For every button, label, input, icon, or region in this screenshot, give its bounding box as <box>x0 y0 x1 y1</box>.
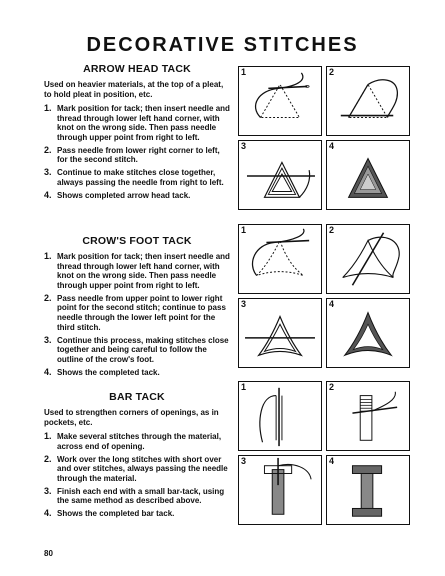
needle-illustration <box>239 67 321 135</box>
step-number: 2. <box>44 453 52 464</box>
panel-number: 1 <box>241 225 247 235</box>
bar-tack-illustrations <box>238 381 410 525</box>
step-item <box>44 455 230 484</box>
arrow-head-tack-section <box>44 63 230 204</box>
step-item <box>44 336 230 365</box>
completed-tack-illustration <box>327 456 409 524</box>
illustration-panel <box>238 66 322 136</box>
step-text: Finish each end with a small bar-tack, using the same method as described above. <box>57 486 225 506</box>
step-number: 4. <box>44 366 52 377</box>
step-text: Shows completed arrow head tack. <box>57 190 191 200</box>
needle-illustration <box>239 141 321 209</box>
step-number: 1. <box>44 103 52 113</box>
needle-illustration <box>239 299 321 367</box>
panel-number: 3 <box>241 141 247 151</box>
step-text: Mark position for tack; then insert needle and thread through lower left hand corner, with knot on the wrong side. Then pass needle through upper point from right to left. <box>57 104 230 142</box>
step-item <box>44 368 230 378</box>
completed-tack-illustration <box>327 141 409 209</box>
step-text: Shows the completed tack. <box>57 367 160 377</box>
panel-number: 2 <box>329 67 335 77</box>
step-item <box>44 146 230 165</box>
needle-illustration <box>239 456 321 524</box>
panel-number: 3 <box>241 456 247 466</box>
step-item <box>44 509 230 519</box>
step-item <box>44 191 230 201</box>
step-number: 3. <box>44 334 52 345</box>
step-text: Shows the completed bar tack. <box>57 509 175 519</box>
illustration-panel <box>326 224 410 294</box>
step-list <box>44 252 230 377</box>
panel-number: 1 <box>241 382 247 392</box>
illustration-panel <box>238 224 322 294</box>
step-number: 1. <box>44 431 52 441</box>
step-item <box>44 294 230 332</box>
step-number: 4. <box>44 508 52 519</box>
step-text: Pass needle from upper point to lower right point for the second stitch; continue to pass needle through the lower left point for the third stitch. <box>57 293 226 332</box>
needle-illustration <box>327 382 409 450</box>
step-item <box>44 104 230 142</box>
step-number: 2. <box>44 292 52 303</box>
panel-number: 4 <box>329 141 335 151</box>
bar-tack-section <box>44 391 230 522</box>
step-number: 3. <box>44 167 52 178</box>
illustration-panel <box>326 381 410 451</box>
page-title: DECORATIVE STITCHES <box>86 34 359 56</box>
step-list <box>44 432 230 519</box>
panel-number: 2 <box>329 225 335 235</box>
step-item <box>44 432 230 451</box>
step-item <box>44 487 230 506</box>
panel-number: 4 <box>329 456 335 466</box>
section-title: CROW'S FOOT TACK <box>82 235 192 247</box>
step-text: Make several stitches through the material, across end of opening. <box>57 432 222 451</box>
page-number: 80 <box>44 549 53 558</box>
step-text: Pass needle from lower right corner to left, for the second stitch. <box>57 145 220 165</box>
panel-number: 1 <box>241 67 247 77</box>
panel-number: 2 <box>329 382 335 392</box>
step-text: Mark position for tack; then insert needle and thread through lower left hand corner, with knot on the wrong side. Then pass needle through upper point from right to left. <box>57 252 230 290</box>
step-text: Continue to make stitches close together, always passing the needle from right to left. <box>57 168 224 187</box>
needle-illustration <box>327 225 409 293</box>
section-intro: Used on heavier materials, at the top of a pleat, to hold pleat in position, etc. <box>44 80 224 99</box>
needle-illustration <box>239 225 321 293</box>
step-item <box>44 168 230 187</box>
section-intro: Used to strengthen corners of openings, as in pockets, etc. <box>44 408 219 427</box>
crows-foot-tack-section <box>44 235 230 381</box>
arrow-head-tack-illustrations <box>238 66 410 210</box>
step-text: Continue this process, making stitches close together and being careful to follow the outline of the crow's foot. <box>57 335 229 364</box>
illustration-panel <box>326 298 410 368</box>
illustration-panel <box>238 381 322 451</box>
step-number: 3. <box>44 485 52 496</box>
section-title: BAR TACK <box>109 391 165 403</box>
panel-number: 4 <box>329 299 335 309</box>
illustration-panel <box>238 298 322 368</box>
crows-foot-tack-illustrations <box>238 224 410 368</box>
step-number: 2. <box>44 144 52 155</box>
illustration-panel <box>326 66 410 136</box>
section-title: ARROW HEAD TACK <box>83 63 191 75</box>
illustration-panel <box>326 140 410 210</box>
illustration-panel <box>238 140 322 210</box>
step-item <box>44 252 230 290</box>
step-list <box>44 104 230 201</box>
illustration-panel <box>238 455 322 525</box>
needle-illustration <box>327 67 409 135</box>
step-number: 4. <box>44 189 52 200</box>
step-number: 1. <box>44 251 52 261</box>
step-text: Work over the long stitches with short over and over stitches, always passing the needle through the material. <box>57 454 228 483</box>
illustration-panel <box>326 455 410 525</box>
needle-illustration <box>239 382 321 450</box>
panel-number: 3 <box>241 299 247 309</box>
completed-tack-illustration <box>327 299 409 367</box>
